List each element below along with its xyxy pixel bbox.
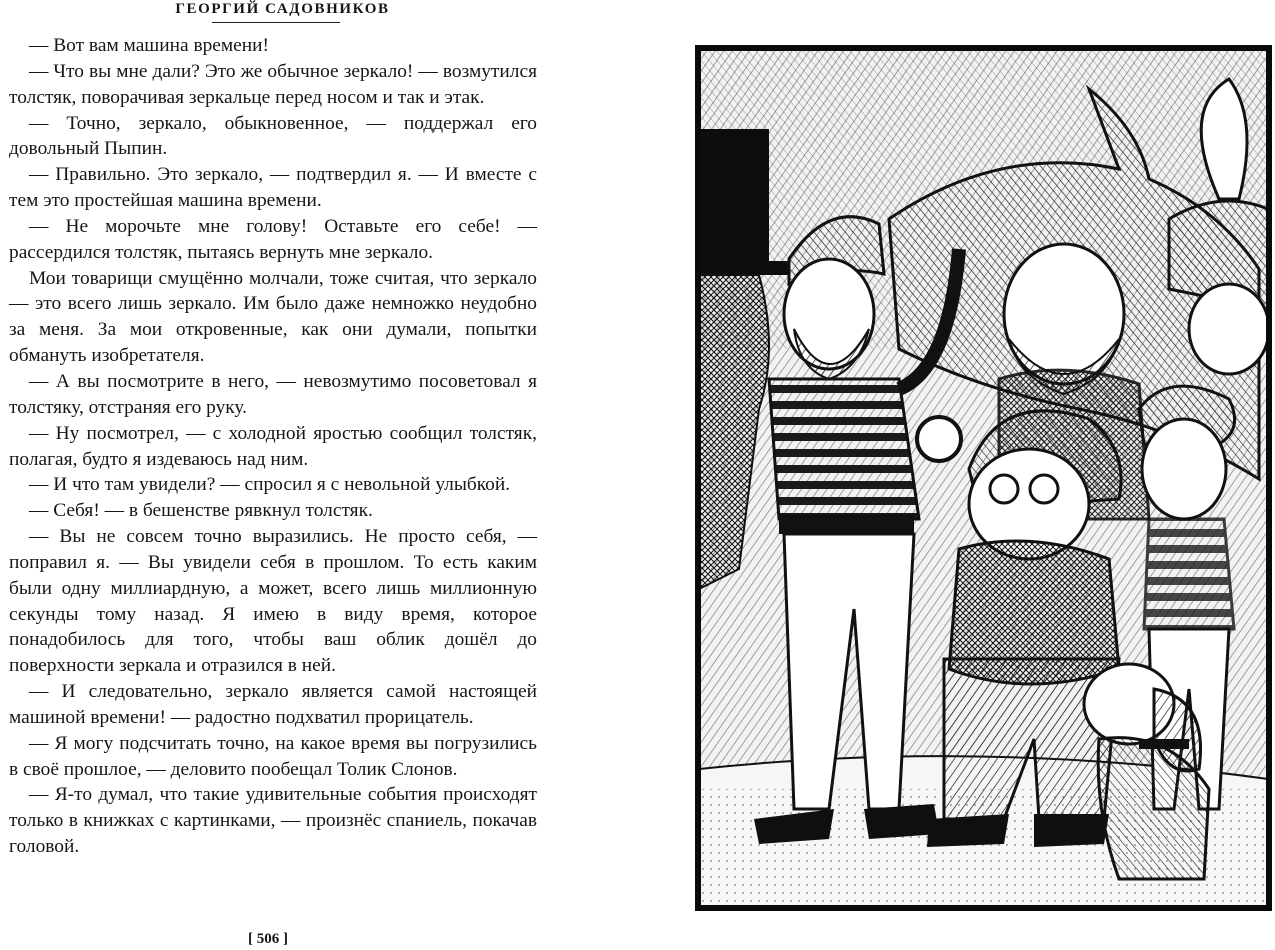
top-hat — [699, 129, 769, 269]
paragraph: — Ну посмотрел, — с холодной яростью сообщил толстяк, полагая, будто я издеваюсь над ним. — [9, 422, 537, 470]
paragraph: — Что вы мне дали? Это же обычное зеркало! — возмутился толстяк, поворачивая зеркальце перед носом и так и этак. — [9, 60, 537, 108]
boy-shirt — [1144, 519, 1234, 629]
paragraph: Мои товарищи смущённо молчали, тоже считая, что зеркало — это всего лишь зеркало. Им было даже немножко неудобно за меня. За мои откровенные, как они думали, попытки обмануть изобретателя. — [9, 267, 537, 367]
ink-illustration — [699, 49, 1268, 907]
paragraph: — А вы посмотрите в него, — невозмутимо посоветовал я толстяку, отстраняя его руку. — [9, 370, 537, 418]
boy-head — [1142, 419, 1226, 519]
page-number: [ 506 ] — [248, 931, 288, 947]
running-head: ГЕОРГИЙ САДОВНИКОВ — [175, 1, 390, 17]
paragraph: — И что там увидели? — спросил я с невольной улыбкой. — [29, 474, 511, 496]
paragraph: — Правильно. Это зеркало, — подтвердил я. — И вместе с тем это простейшая машина времени. — [9, 164, 537, 212]
sailor-belt — [779, 514, 914, 534]
turbaned-face — [1189, 284, 1268, 374]
paragraph: — Вы не совсем точно выразились. Не просто себя, — поправил я. — Вы увидели себя в прошлом. То есть каким были одну миллиардную, а может, всего лишь миллионную секунды тому назад. Я имею в виду время, которое понадобилось для того, чтобы ваш облик дошёл до поверхности зеркала и отразился в ней. — [9, 526, 537, 677]
spaniel-collar — [1139, 739, 1189, 749]
paragraph: — Точно, зеркало, обыкновенное, — поддержал его довольный Пыпин. — [9, 112, 537, 160]
text-column — [9, 33, 537, 860]
illustration — [695, 45, 1272, 911]
mirror — [917, 417, 961, 461]
paragraph: — Я могу подсчитать точно, на какое время вы погрузились в своё прошлое, — деловито пообещал Толик Слонов. — [9, 732, 537, 780]
paragraph: — Себя! — в бешенстве рявкнул толстяк. — [29, 500, 373, 522]
hat-brim — [699, 261, 789, 275]
paragraph: — Я-то думал, что такие удивительные события происходят только в книжках с картинками, — произнёс спаниель, покачав головой. — [9, 784, 537, 858]
paragraph: — Не морочьте мне голову! Оставьте его себе! — рассердился толстяк, пытаясь вернуть мне зеркало. — [9, 215, 537, 263]
paragraph: — Вот вам машина времени! — [29, 35, 269, 56]
paragraph: — И следовательно, зеркало является самой настоящей машиной времени! — радостно подхватил прорицатель. — [9, 681, 537, 728]
header-rule — [212, 22, 340, 23]
sailor-shirt — [769, 379, 919, 519]
